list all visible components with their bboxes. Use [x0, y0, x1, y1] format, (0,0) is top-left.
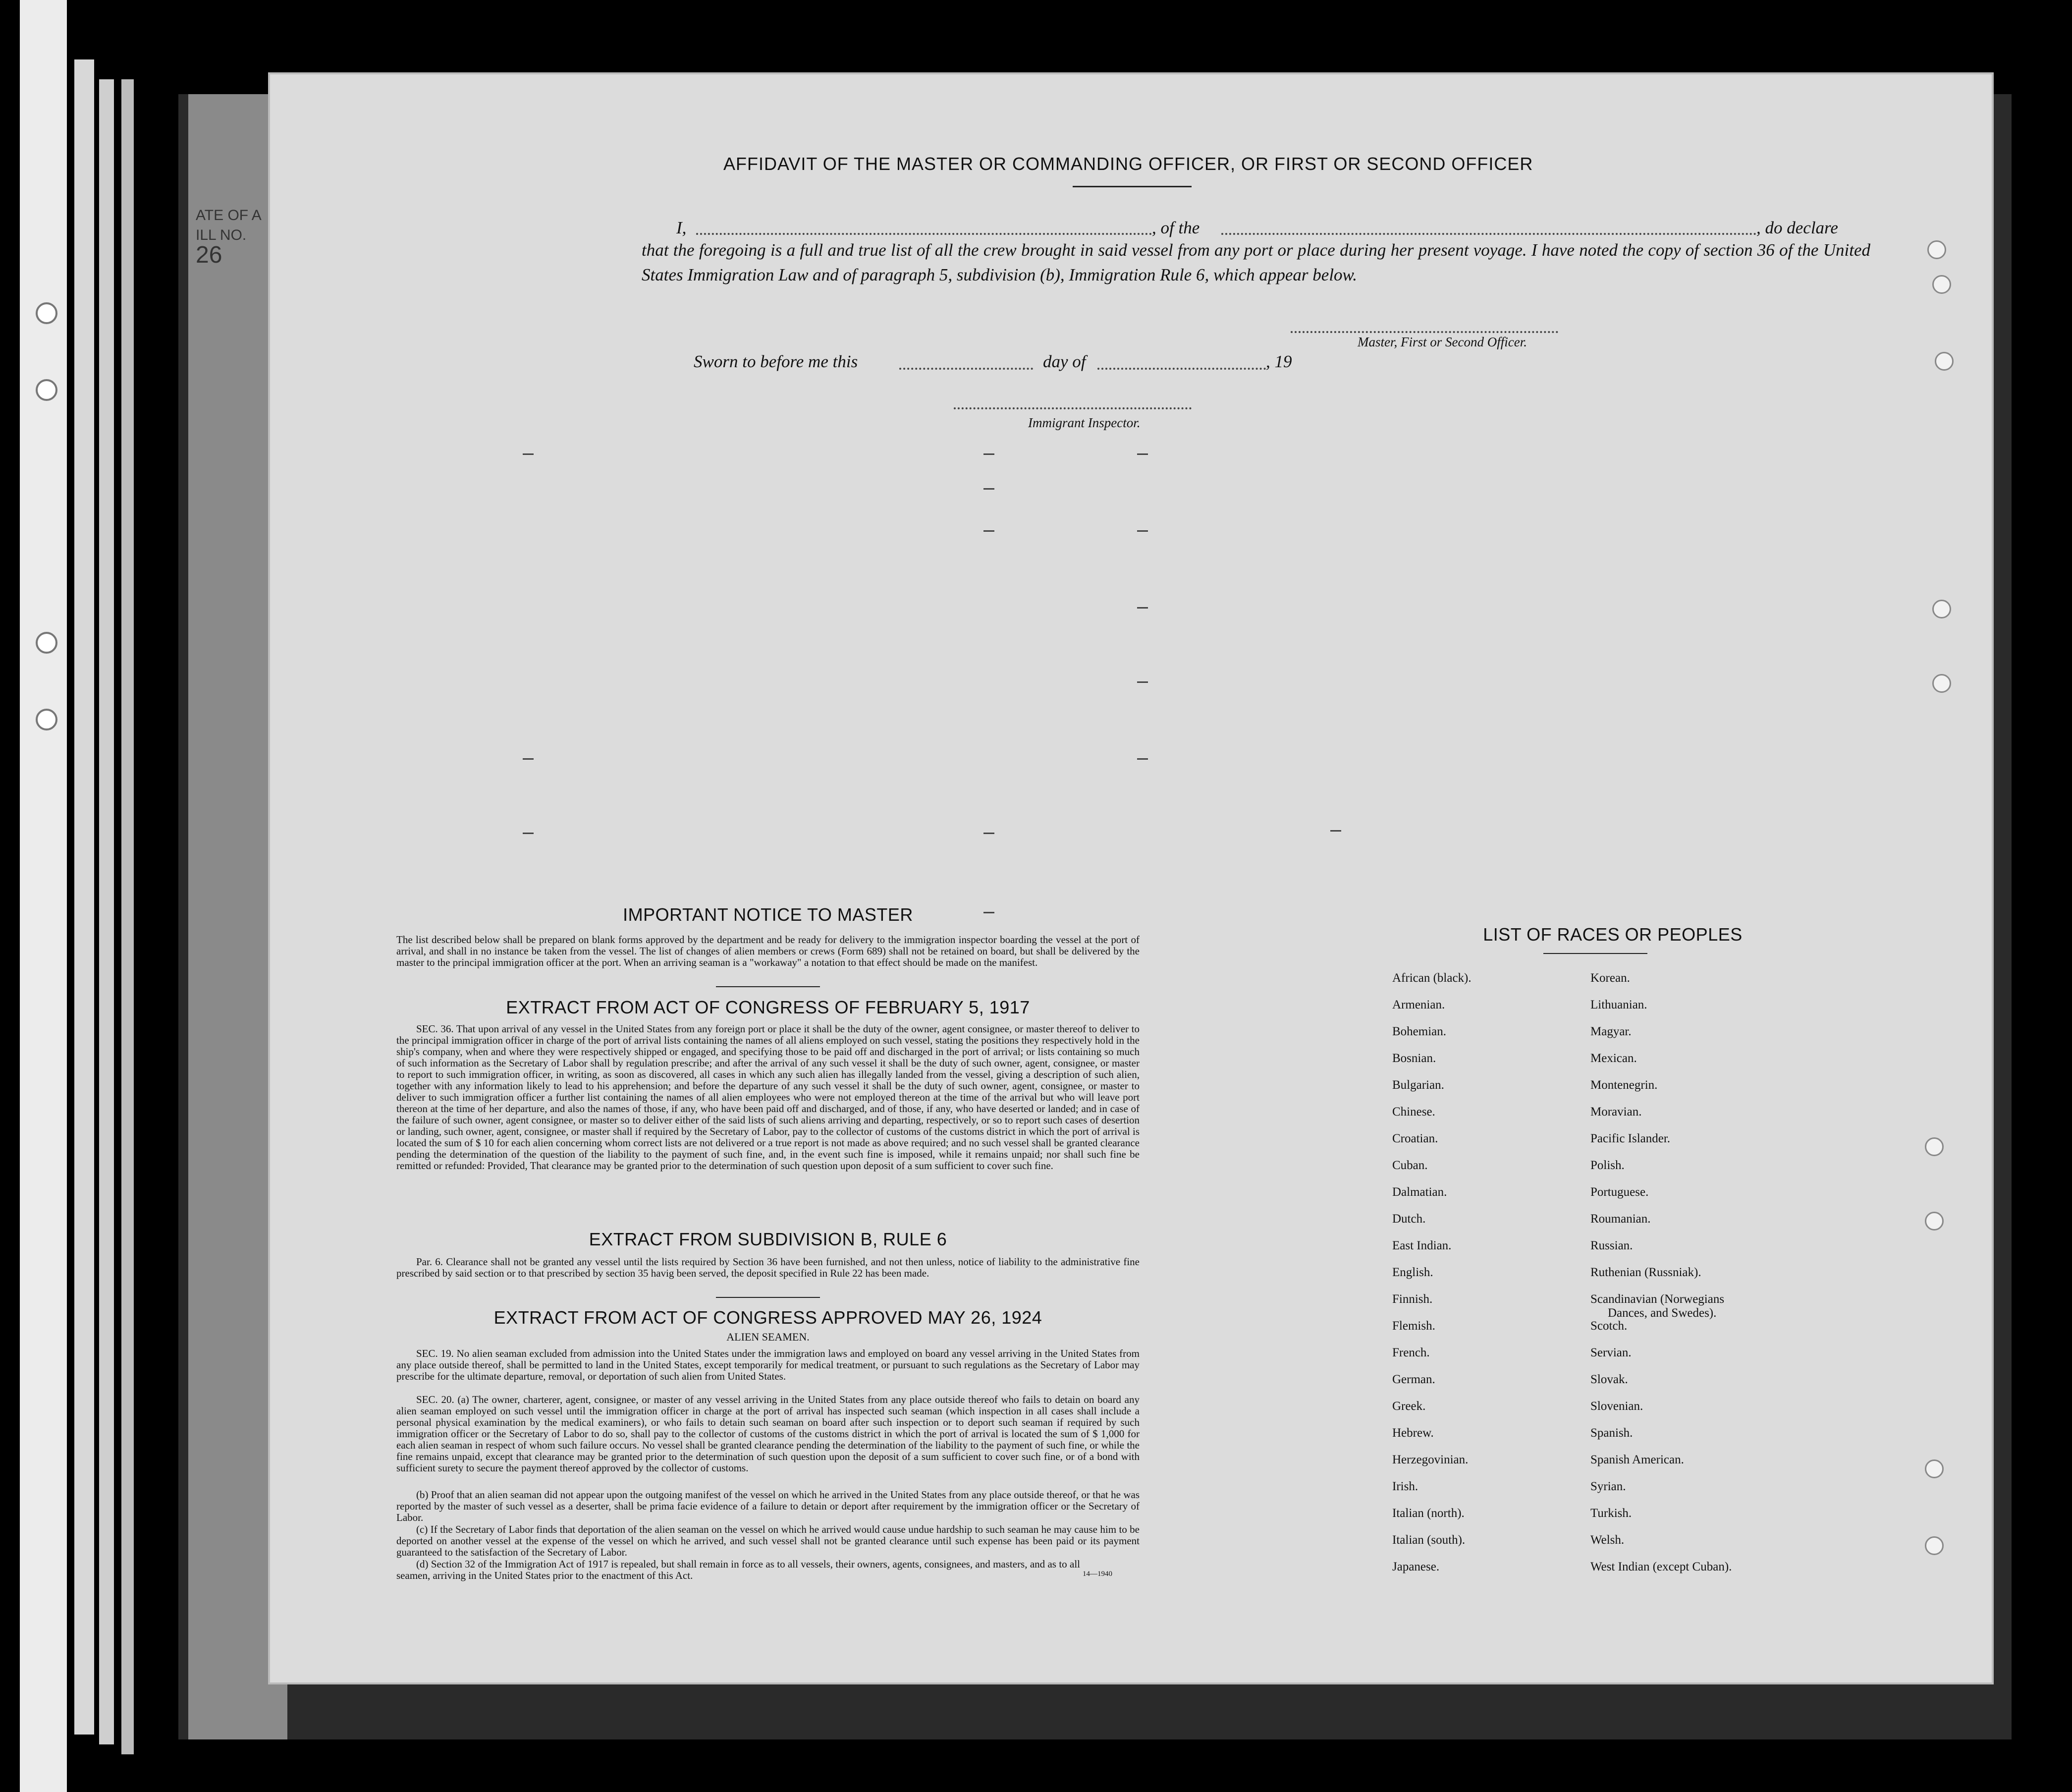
race-item: Spanish.: [1590, 1426, 1633, 1440]
race-item: Chinese.: [1392, 1105, 1435, 1119]
race-item: West Indian (except Cuban).: [1590, 1560, 1732, 1573]
day-of-label: day of: [1043, 352, 1086, 371]
race-item: Greek.: [1392, 1400, 1426, 1413]
race-item: Dalmatian.: [1392, 1185, 1447, 1199]
punch-hole-icon: [1932, 600, 1951, 618]
extract-rule6-body: Par. 6. Clearance shall not be granted any vessel until the lists required by Section 36 have been furnished, and not then unless, notice of liability to the administrative fine prescribed by said section or to that prescribed by section 35 havig been served, the deposit specified in Rule 22 has been made.: [396, 1256, 1140, 1279]
race-item: Polish.: [1590, 1159, 1625, 1172]
punch-hole-icon: [36, 632, 57, 654]
race-item: Portuguese.: [1590, 1185, 1649, 1199]
affidavit-title: AFFIDAVIT OF THE MASTER OR COMMANDING OFFICER, OR FIRST OR SECOND OFFICER: [723, 154, 1533, 174]
inspector-label: Immigrant Inspector.: [1028, 415, 1141, 430]
race-item: Dances, and Swedes).: [1608, 1306, 1717, 1320]
year-label: , 19: [1266, 352, 1292, 371]
extract-1924-p1: SEC. 19. No alien seaman excluded from admission into the United States under the immigration laws and employed on board any vessel arriving in the United States from any place outside thereof, shall be permitted to land in the United States, except temporarily for medical treatment, or pursuant to such regulations as the Secretary of Labor may prescribe for the ultimate departure, removal, or deportation of such alien from United States.: [396, 1347, 1140, 1382]
race-item: Pacific Islander.: [1590, 1132, 1671, 1145]
race-item: Bohemian.: [1392, 1025, 1447, 1038]
title-underline: [1073, 186, 1192, 187]
extract-1924-title: EXTRACT FROM ACT OF CONGRESS APPROVED MAY 26, 1924: [493, 1307, 1042, 1328]
race-item: Moravian.: [1590, 1105, 1642, 1119]
bleed-mark: [1137, 758, 1148, 760]
stub-line-2: [196, 225, 270, 268]
race-item: Mexican.: [1590, 1052, 1637, 1065]
binder-paper-edge: [99, 79, 114, 1744]
extract-1924-p2: SEC. 20. (a) The owner, charterer, agent, consignee, or master of any vessel arriving in the United States from any place outside thereof who fails to detain on board any alien seaman employed on such vessel until the immigration officer in charge at the port of arrival has inspected such seaman (which inspection in all cases shall include a personal physical examination by the medical examiners), or who fails to detain such seaman on board after such inspection or to deport such seaman if required by such immigration officer or the Secretary of Labor to do so, shall pay to the collector of customs of the customs district in which the port of arrival is located the sum of $ 1,000 for each alien seaman in respect of whom such failure occurs. No vessel shall be granted clearance pending the determination of the liability to the payment of such fine, or while the fine remains unpaid, except that clearance may be granted prior to the determination of such question upon the deposit of a sum sufficient to cover such fine, or of a bond with sufficient surety to secure the payment thereof approved by the collector of customs.: [396, 1394, 1140, 1474]
race-item: French.: [1392, 1346, 1430, 1359]
race-item: Russian.: [1590, 1239, 1633, 1252]
race-item: Japanese.: [1392, 1560, 1440, 1573]
race-item: Korean.: [1590, 971, 1630, 985]
race-item: Scandinavian (Norwegians: [1590, 1292, 1725, 1306]
race-item: Montenegrin.: [1590, 1078, 1658, 1092]
punch-hole-icon: [36, 379, 57, 401]
race-item: Roumanian.: [1590, 1212, 1651, 1226]
race-item: Italian (north).: [1392, 1507, 1465, 1520]
affidavit-i-label: I,: [676, 218, 687, 237]
punch-hole-icon: [1927, 240, 1946, 259]
punch-hole-icon: [1932, 275, 1951, 294]
signature-field[interactable]: [1291, 331, 1558, 333]
race-item: Dutch.: [1392, 1212, 1426, 1226]
vessel-name-field[interactable]: [1221, 233, 1756, 235]
bleed-mark: [983, 488, 994, 490]
punch-hole-icon: [1935, 352, 1954, 371]
stub-line-1: ATE OF A: [196, 207, 262, 224]
bleed-mark: [1330, 830, 1341, 832]
race-item: German.: [1392, 1373, 1435, 1386]
binder-paper-edge: [121, 79, 134, 1754]
race-item: Syrian.: [1590, 1480, 1626, 1493]
extract-1917-title: EXTRACT FROM ACT OF CONGRESS OF FEBRUARY 5, 1917: [506, 997, 1030, 1017]
race-item: African (black).: [1392, 971, 1472, 985]
extract-1924-p4: (c) If the Secretary of Labor finds that deportation of the alien seaman on the vessel on which he arrived would cause undue hardship to such seaman he may cause him to be deported on another vessel at the expense of the vessel on which he arrived, and such vessel shall not be granted clearance until such expense has been paid or its payment guaranteed to the satisfaction of the Secretary of Labor.: [396, 1523, 1140, 1558]
extract-1924-p5: (d) Section 32 of the Immigration Act of 1917 is repealed, but shall remain in force as to all vessels, their owners, agents, consignees, and masters, and as to all seamen, arriving in the United States prior to the enactment of this Act.: [396, 1558, 1080, 1581]
binder-paper-edge: [20, 0, 67, 1792]
race-item: Italian (south).: [1392, 1533, 1466, 1547]
punch-hole-icon: [36, 302, 57, 324]
race-item: English.: [1392, 1266, 1433, 1279]
race-item: Finnish.: [1392, 1292, 1433, 1306]
race-item: Armenian.: [1392, 998, 1445, 1011]
race-item: East Indian.: [1392, 1239, 1452, 1252]
races-title: LIST OF RACES OR PEOPLES: [1483, 924, 1743, 945]
form-number: 14—1940: [1083, 1570, 1112, 1578]
bleed-mark: [523, 833, 534, 834]
bleed-mark: [983, 453, 994, 455]
race-item: Flemish.: [1392, 1319, 1435, 1333]
master-name-field[interactable]: [696, 233, 1152, 235]
bleed-mark: [1137, 453, 1148, 455]
punch-hole-icon: [1925, 1137, 1944, 1156]
rule6-rule: [716, 1297, 820, 1298]
bleed-mark: [983, 833, 994, 834]
punch-hole-icon: [1925, 1212, 1944, 1231]
notice-title: IMPORTANT NOTICE TO MASTER: [623, 904, 913, 925]
inspector-signature-field[interactable]: [954, 407, 1192, 409]
bleed-mark: [983, 530, 994, 532]
punch-hole-icon: [1932, 674, 1951, 693]
signature-label: Master, First or Second Officer.: [1358, 335, 1527, 349]
manifest-page: [270, 74, 1992, 1682]
extract-rule6-title: EXTRACT FROM SUBDIVISION B, RULE 6: [589, 1229, 947, 1249]
race-item: Herzegovinian.: [1392, 1453, 1469, 1466]
punch-hole-icon: [36, 709, 57, 730]
punch-hole-icon: [1925, 1536, 1944, 1555]
race-item: Welsh.: [1590, 1533, 1625, 1547]
race-item: Slovenian.: [1590, 1400, 1643, 1413]
binder-strip: [0, 0, 149, 1792]
sworn-month-field[interactable]: [1097, 368, 1266, 370]
race-item: Cuban.: [1392, 1159, 1428, 1172]
bleed-mark: [1137, 530, 1148, 532]
sworn-label: Sworn to before me this: [694, 352, 858, 371]
stub-number: 26: [196, 242, 222, 268]
binder-paper-edge: [74, 59, 94, 1735]
bleed-mark: [1137, 607, 1148, 609]
races-rule: [1543, 953, 1647, 954]
race-item: Turkish.: [1590, 1507, 1632, 1520]
bleed-mark: [1137, 681, 1148, 683]
race-item: Slovak.: [1590, 1373, 1628, 1386]
affidavit-body: that the foregoing is a full and true list of all the crew brought in said vessel from any port or place during her present voyage. I have noted the copy of section 36 of the United States Immigration Law and of paragraph 5, subdivision (b), Immigration Rule 6, which appear below.: [642, 240, 1870, 284]
extract-1924-subtitle: ALIEN SEAMEN.: [726, 1331, 810, 1343]
bleed-mark: [523, 453, 534, 455]
bleed-mark: [523, 758, 534, 760]
race-item: Bulgarian.: [1392, 1078, 1444, 1092]
race-item: Scotch.: [1590, 1319, 1628, 1333]
previous-page-stub: [196, 206, 270, 268]
race-item: Spanish American.: [1590, 1453, 1684, 1466]
punch-hole-icon: [1925, 1459, 1944, 1478]
stub-label: ILL NO.: [196, 227, 247, 243]
affidavit-of-the: , of the: [1152, 218, 1200, 237]
sworn-day-field[interactable]: [899, 368, 1033, 370]
race-item: Bosnian.: [1392, 1052, 1436, 1065]
notice-body: The list described below shall be prepared on blank forms approved by the department and be ready for delivery to the immigration inspector boarding the vessel at the port of arrival, and shall in no instance be taken from the vessel. The list of changes of alien members or crews (Form 689) shall not be retained on board, but shall be delivered by the master to the principal immigration officer at the port. When an arriving seaman is a "workaway" a notation to that effect should be made on the manifest.: [396, 934, 1140, 968]
race-item: Servian.: [1590, 1346, 1632, 1359]
extract-1924-p3: (b) Proof that an alien seaman did not appear upon the outgoing manifest of the vessel on which he arrived in the United States from any place outside thereof, or that he was reported by the master of such vessel as a deserter, shall be prima facie evidence of a failure to detain or deport after requirement by the immigration officer or the Secretary of Labor.: [396, 1489, 1140, 1523]
race-item: Croatian.: [1392, 1132, 1438, 1145]
extract-1917-body: SEC. 36. That upon arrival of any vessel in the United States from any foreign port or place it shall be the duty of the owner, agent consignee, or master thereof to deliver to the principal immigration officer in charge of the port of arrival lists containing the names of all aliens employed on such vessel, stating the positions they respectively hold in the ship's company, when and where they were respectively shipped or engaged, and specifying those to be paid off and discharged in the port of arrival; or lists containing so much of such information as the Secretary of Labor shall by regulation prescribe; and after the arrival of any such vessel it shall be the duty of such owner, agent, consignee, or master to report to such immigration officer, in writing, as soon as discovered, all cases in which any such alien has illegally landed from the vessel, giving a description of such alien, together with any information likely to lead to his apprehension; and before the departure of any such vessel it shall be the duty of such owner, agent, consignee, or master to deliver to such immigration officer a further list containing the names of all alien employees who were not employed thereon at the time of the arrival but who will leave port thereon at the time of her departure, and also the names of those, if any, who have been paid off and discharged, and of those, if any, who have deserted or landed; and in case of the failure of such owner, agent consignee, or master so to deliver either of the said lists of such aliens arriving and departing, respectively, or so to report such cases of desertion or landing, such owner, agent, consignee, or master shall if required by the Secretary of Labor, pay to the collector of customs of the customs district in which the port of arrival is located the sum of $ 10 for each alien concerning whom correct lists are not delivered or a true report is not made as above required; and no such vessel shall be granted clearance pending the determination of the question of the liability to the payment of such fine, and, in the event such fine is imposed, while it remains unpaid; nor shall such fine be remitted or refunded: Provided, That clearance may be granted prior to the determination of such question upon deposit of a sum sufficient to cover such fine.: [396, 1023, 1140, 1172]
affidavit-do-declare: , do declare: [1756, 218, 1838, 237]
race-item: Irish.: [1392, 1480, 1418, 1493]
race-item: Magyar.: [1590, 1025, 1632, 1038]
race-item: Ruthenian (Russniak).: [1590, 1266, 1701, 1279]
race-item: Hebrew.: [1392, 1426, 1434, 1440]
notice-rule: [716, 986, 820, 987]
race-item: Lithuanian.: [1590, 998, 1647, 1011]
